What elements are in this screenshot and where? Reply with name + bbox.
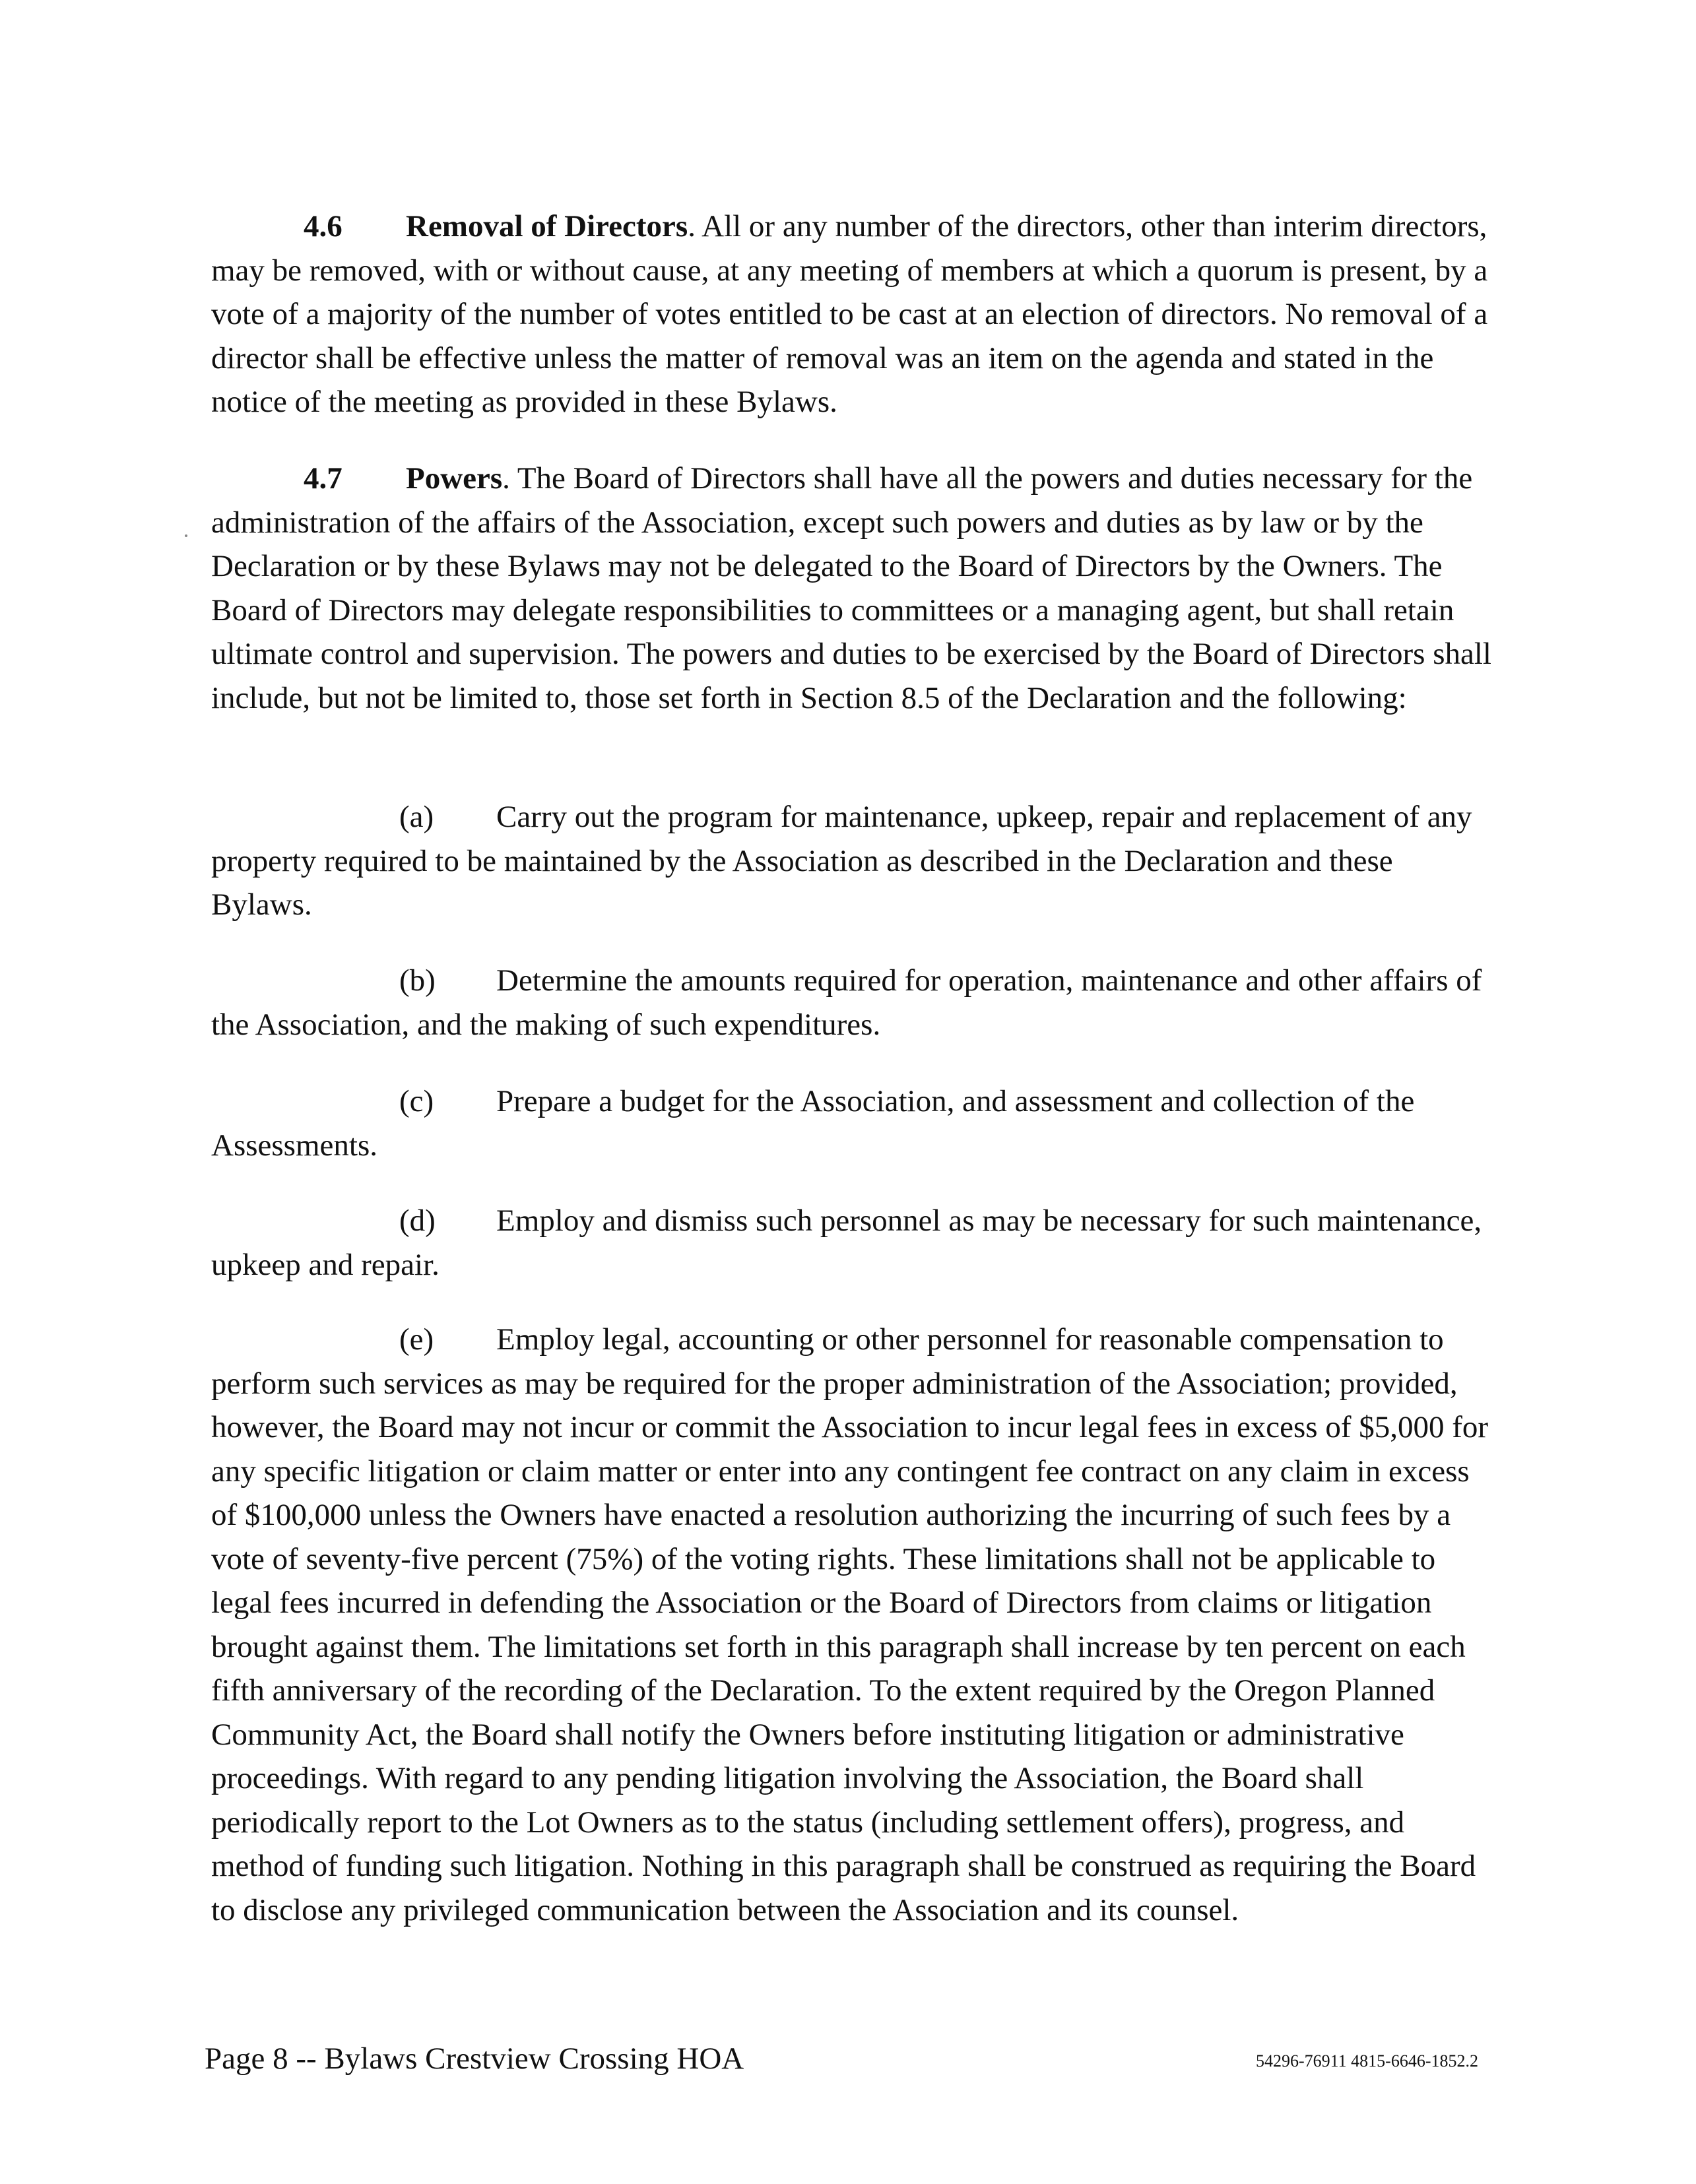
item-body: Carry out the program for maintenance, upkeep, repair and replacement of any property required to be maintained by the Association as described in the Declaration and these Bylaws.	[211, 800, 1472, 922]
scan-artifact	[185, 534, 187, 537]
item-a	[211, 795, 1491, 927]
section-number: 4.6	[304, 209, 342, 243]
section-body: All or any number of the directors, other than interim directors, may be removed, with or without cause, at any meeting of members at which a quorum is present, by a vote of a majority of the number of votes entitled to be cast at an election of directors. No removal of a director shall be effective unless the matter of removal was an item on the agenda and stated in the notice of the meeting as provided in these Bylaws.	[211, 209, 1488, 419]
item-body: Employ legal, accounting or other personnel for reasonable compensation to perform such services as may be required for the proper administration of the Association; provided, however, the Board may not incur or commit the Association to incur legal fees in excess of $5,000 for any specific litigation or claim matter or enter into any contingent fee contract on any claim in excess of $100,000 unless the Owners have enacted a resolution authorizing the incurring of such fees by a vote of seventy-five percent (75%) of the voting rights. These limitations shall not be applicable to legal fees incurred in defending the Association or the Board of Directors from claims or litigation brought against them. The limitations set forth in this paragraph shall increase by ten percent on each fifth anniversary of the recording of the Declaration. To the extent required by the Oregon Planned Community Act, the Board shall notify the Owners before instituting litigation or administrative proceedings. With regard to any pending litigation involving the Association, the Board shall periodically report to the Lot Owners as to the status (including settlement offers), progress, and method of funding such litigation. Nothing in this paragraph shall be construed as requiring the Board to disclose any privileged communication between the Association and its counsel.	[211, 1322, 1489, 1927]
item-marker: (d)	[399, 1204, 436, 1238]
item-marker: (c)	[399, 1084, 434, 1118]
section-number: 4.7	[304, 461, 342, 496]
item-marker: (e)	[399, 1322, 434, 1357]
item-body: Employ and dismiss such personnel as may be necessary for such maintenance, upkeep and repair.	[211, 1204, 1482, 1282]
item-marker: (b)	[399, 963, 436, 998]
section-4-7: 4.7 Powers. The Board of Directors shall have all the powers and duties necessary for the administration of the affairs of the Association, except such powers and duties as by law or by the Declaration or by these Bylaws may not be delegated to the Board of Directors by the Owners. The Board of Directors may delegate responsibilities to committees or a managing agent, but shall retain ultimate control and supervision. The powers and duties to be exercised by the Board of Directors shall include, but not be limited to, those set forth in Section 8.5 of the Declaration and the following:	[211, 457, 1491, 720]
item-body: Prepare a budget for the Association, and assessment and collection of the Assessments.	[211, 1084, 1415, 1163]
section-heading: Powers	[406, 461, 503, 496]
item-c	[211, 1079, 1491, 1167]
page-footer-label: Page 8 -- Bylaws Crestview Crossing HOA	[205, 2041, 744, 2076]
item-marker: (a)	[399, 800, 434, 834]
item-e	[211, 1318, 1491, 1932]
section-4-6: 4.6 Removal of Directors. All or any number of the directors, other than interim directors, may be removed, with or without cause, at any meeting of members at which a quorum is present, by a vote of a majority of the number of votes entitled to be cast at an election of directors. No removal of a director shall be effective unless the matter of removal was an item on the agenda and stated in the notice of the meeting as provided in these Bylaws.	[211, 205, 1491, 424]
section-body: The Board of Directors shall have all the powers and duties necessary for the administration of the affairs of the Association, except such powers and duties as by law or by the Declaration or by these Bylaws may not be delegated to the Board of Directors by the Owners. The Board of Directors may delegate responsibilities to committees or a managing agent, but shall retain ultimate control and supervision. The powers and duties to be exercised by the Board of Directors shall include, but not be limited to, those set forth in Section 8.5 of the Declaration and the following:	[211, 461, 1491, 715]
item-body: Determine the amounts required for operation, maintenance and other affairs of the Association, and the making of such expenditures.	[211, 963, 1482, 1042]
item-d	[211, 1199, 1491, 1287]
section-heading: Removal of Directors	[406, 209, 688, 243]
document-id: 54296-76911 4815-6646-1852.2	[1255, 2051, 1478, 2071]
item-b	[211, 959, 1491, 1046]
